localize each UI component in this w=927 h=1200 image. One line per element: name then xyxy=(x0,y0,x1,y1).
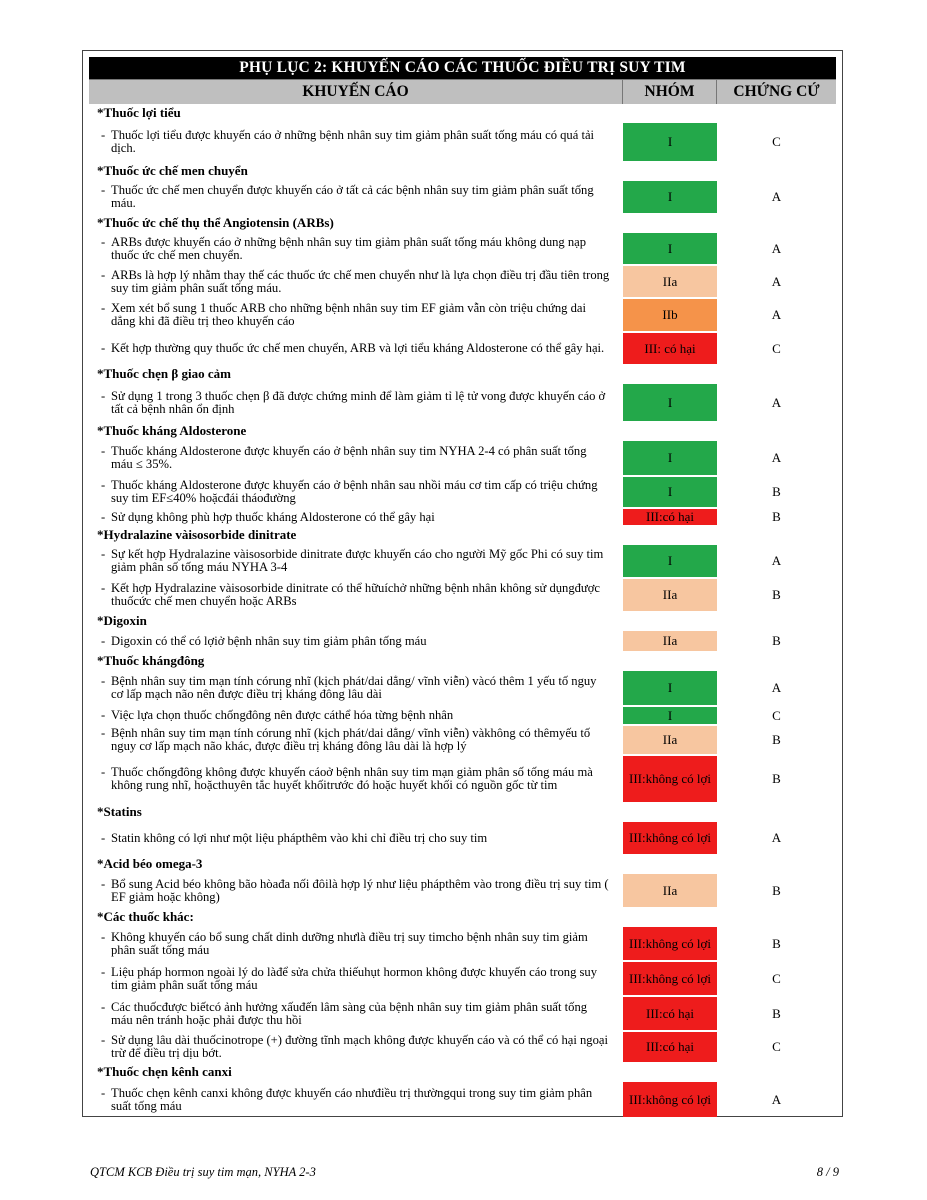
table-row xyxy=(89,180,836,214)
bullet-dash: - xyxy=(101,999,106,1014)
recommendation-body: Việc lựa chọn thuốc chốngđông nên được cáthể hóa từng bệnh nhân xyxy=(111,708,454,722)
group-label: IIa xyxy=(662,882,678,898)
recommendation-text xyxy=(89,1087,623,1113)
table-title: PHỤ LỤC 2: KHUYẾN CÁO CÁC THUỐC ĐIỀU TRỊ SUY TIM xyxy=(89,57,836,79)
group-cell xyxy=(623,441,717,475)
recommendation-text xyxy=(89,1001,623,1027)
bullet-dash: - xyxy=(101,581,106,595)
recommendation-body: Bổ sung Acid béo không bão hòađa nối đôilà hợp lý như liệu phápthêm vào trong điều trị suy tim ( EF giảm hoặc không) xyxy=(111,876,609,904)
table-row xyxy=(89,440,836,476)
evidence-cell: C xyxy=(772,970,781,986)
recommendation-body: Thuốc kháng Aldosterone được khuyến cáo ở bệnh nhân sau nhồi máu cơ tim cấp có triệu chứng suy tim EF≤40% hoặcđái tháođường xyxy=(111,478,598,505)
group-cell xyxy=(623,333,717,364)
recommendation-text xyxy=(89,727,623,753)
evidence-cell: B xyxy=(772,509,781,524)
header-group: NHÓM xyxy=(623,80,717,104)
table-row xyxy=(89,476,836,508)
evidence-cell: A xyxy=(771,830,782,845)
table-row xyxy=(89,508,836,526)
recommendation-body: ARBs được khuyến cáo ở những bệnh nhân suy tim giảm phân suất tống máu không dung nạp thuốc ức chế men chuyển. xyxy=(111,234,587,262)
table-row xyxy=(89,996,836,1031)
section-heading: *Thuốc ức chế thụ thể Angiotensin (ARBs) xyxy=(97,215,334,230)
bullet-dash: - xyxy=(101,674,106,688)
group-cell xyxy=(623,822,717,854)
recommendation-text xyxy=(89,878,623,904)
recommendation-text xyxy=(89,582,623,608)
group-cell xyxy=(623,756,717,802)
recommendation-text xyxy=(89,966,623,992)
group-cell xyxy=(623,299,717,331)
group-label: I xyxy=(667,189,673,204)
recommendation-body: Sự kết hợp Hydralazine vàisosorbide dinitrate được khuyến cáo cho người Mỹ gốc Phi có suy tim giảm phân số tống máu NYHA 3-4 xyxy=(111,547,604,574)
evidence-cell: C xyxy=(772,134,781,149)
group-cell xyxy=(623,509,717,525)
bullet-dash: - xyxy=(101,183,106,197)
header-evidence: CHỨNG CỨ xyxy=(733,83,820,100)
recommendation-body: Bệnh nhân suy tim mạn tính córung nhĩ (kịch phát/dai dẳng/ vĩnh viễn) vàkhông có thêmyếu tố nguy cơ lấp mạch não khác, được điều trị kháng đông lâu dài là hợp lý xyxy=(111,726,591,753)
bullet-dash: - xyxy=(101,301,106,315)
recommendation-body: Sử dụng 1 trong 3 thuốc chẹn β đã được chứng minh để làm giảm tỉ lệ tử vong được khuyến cáo ở tất cả bệnh nhân ổn định xyxy=(111,388,606,416)
table-row xyxy=(89,630,836,652)
group-cell xyxy=(623,1032,717,1062)
bullet-dash: - xyxy=(101,964,106,979)
group-label: III:không có lợi xyxy=(629,771,711,786)
footer-document-title: QTCM KCB Điều trị suy tim mạn, NYHA 2-3 xyxy=(90,1165,316,1179)
bullet-dash: - xyxy=(101,765,106,779)
recommendation-text xyxy=(89,390,623,416)
evidence-cell: B xyxy=(772,484,781,499)
group-cell xyxy=(623,927,717,960)
group-label: I xyxy=(667,680,673,695)
group-label: III:có hại xyxy=(645,1005,694,1021)
recommendation-body: Không khuyến cáo bổ sung chất dinh dưỡng nhưlà điều trị suy timcho bệnh nhân suy tim giảm phân suất tống máu xyxy=(111,929,588,957)
recommendation-text xyxy=(89,931,623,957)
table-row xyxy=(89,122,836,162)
group-label: IIa xyxy=(662,633,678,648)
recommendation-text xyxy=(89,479,623,505)
table-row xyxy=(89,755,836,803)
evidence-cell: A xyxy=(771,307,782,322)
table-row xyxy=(89,298,836,332)
recommendation-body: Các thuốcđược biếtcó ảnh hưởng xấuđến lâm sàng của bệnh nhân suy tim giảm phân suất tống máu nên tránh hoặc phải được thu hồi xyxy=(111,999,588,1027)
evidence-cell: C xyxy=(772,707,781,723)
table-row xyxy=(89,873,836,908)
bullet-dash: - xyxy=(101,929,106,944)
table-row xyxy=(89,706,836,725)
group-cell xyxy=(623,181,717,213)
recommendation-body: Sử dụng lâu dài thuốcinotrope (+) đường tĩnh mạch không được khuyến cáo và có thể có hại ngoại trừ để điều trị dịu bớt. xyxy=(111,1033,608,1060)
bullet-dash: - xyxy=(101,478,106,492)
recommendation-text xyxy=(89,766,623,792)
evidence-cell: A xyxy=(771,680,782,695)
group-cell xyxy=(623,631,717,651)
evidence-cell: B xyxy=(772,882,781,898)
recommendation-text xyxy=(89,302,623,328)
group-label: III: có hại xyxy=(644,340,696,356)
evidence-cell: A xyxy=(771,450,782,465)
recommendation-text xyxy=(89,1034,623,1060)
group-cell xyxy=(623,726,717,754)
group-label: I xyxy=(667,484,673,499)
group-cell xyxy=(623,707,717,724)
group-label: IIb xyxy=(662,307,678,322)
recommendation-body: Kết hợp thường quy thuốc ức chế men chuyển, ARB và lợi tiểu kháng Aldosterone có thể gây hại. xyxy=(111,341,605,355)
group-label: III:không có lợi xyxy=(629,935,711,951)
recommendation-text xyxy=(89,184,623,210)
group-label: I xyxy=(667,450,673,465)
recommendation-text xyxy=(89,548,623,574)
recommendation-body: Digoxin có thể có lợiở bệnh nhân suy tim giảm phân tống máu xyxy=(111,633,427,648)
group-cell xyxy=(623,123,717,161)
table-body xyxy=(89,104,836,1118)
group-label: I xyxy=(667,553,673,568)
group-cell xyxy=(623,579,717,611)
bullet-dash: - xyxy=(101,128,106,142)
table-row xyxy=(89,725,836,755)
group-label: I xyxy=(667,240,673,256)
bullet-dash: - xyxy=(101,1033,106,1047)
section-heading: *Các thuốc khác: xyxy=(97,909,194,924)
table-row xyxy=(89,670,836,706)
bullet-dash: - xyxy=(101,830,106,845)
group-cell xyxy=(623,874,717,907)
evidence-cell: A xyxy=(771,189,782,204)
bullet-dash: - xyxy=(101,726,106,740)
table-row xyxy=(89,961,836,996)
recommendation-text xyxy=(89,342,623,355)
recommendation-text xyxy=(89,635,623,648)
recommendation-text xyxy=(89,709,623,722)
section-heading: *Thuốc khángđông xyxy=(97,653,205,668)
group-cell xyxy=(623,545,717,577)
evidence-cell: B xyxy=(772,587,781,602)
group-cell xyxy=(623,266,717,297)
section-heading: *Acid béo omega-3 xyxy=(97,856,203,871)
table-row xyxy=(89,232,836,265)
recommendation-table xyxy=(89,57,836,1118)
bullet-dash: - xyxy=(101,267,106,282)
group-label: IIa xyxy=(662,732,678,747)
evidence-cell: B xyxy=(772,771,781,786)
recommendation-body: Xem xét bổ sung 1 thuốc ARB cho những bệnh nhân suy tim EF giảm vẫn còn triệu chứng dai dẳng khi đã điều trị theo khuyến cáo xyxy=(111,301,587,328)
page-footer xyxy=(90,1165,839,1180)
section-heading: *Thuốc ức chế men chuyển xyxy=(97,163,248,178)
footer-page-number: 8 / 9 xyxy=(816,1165,839,1179)
recommendation-text xyxy=(89,269,623,295)
table-row xyxy=(89,332,836,365)
evidence-cell: B xyxy=(772,732,781,747)
recommendation-body: Thuốc ức chế men chuyển được khuyến cáo ở tất cả các bệnh nhân suy tim giảm phân suất tống máu. xyxy=(111,183,594,210)
recommendation-body: Thuốc lợi tiểu được khuyến cáo ở những bệnh nhân suy tim giảm phân suất tống máu có quá tải dịch. xyxy=(111,128,595,155)
section-heading: *Thuốc chẹn β giao cảm xyxy=(97,366,231,381)
bullet-dash: - xyxy=(101,633,106,648)
bullet-dash: - xyxy=(101,547,106,561)
recommendation-body: Bệnh nhân suy tim mạn tính córung nhĩ (kịch phát/dai dẳng/ vĩnh viễn) vàcó thêm 1 yếu tố nguy cơ lấp mạch não nên được điều trị kháng đông lâu dài xyxy=(111,674,597,701)
evidence-cell: C xyxy=(772,1039,781,1054)
group-label: III:có hại xyxy=(645,509,694,524)
evidence-cell: A xyxy=(771,240,782,256)
evidence-cell: A xyxy=(771,1091,782,1107)
recommendation-text xyxy=(89,129,623,155)
table-row xyxy=(89,1081,836,1118)
bullet-dash: - xyxy=(101,388,106,403)
recommendation-text xyxy=(89,832,623,845)
evidence-cell: A xyxy=(771,553,782,568)
table-row xyxy=(89,926,836,961)
group-label: I xyxy=(667,134,673,149)
evidence-cell: B xyxy=(772,1005,781,1021)
table-row xyxy=(89,265,836,298)
recommendation-body: Kết hợp Hydralazine vàisosorbide dinitrate có thể hữuíchở những bệnh nhân không sử dụngđược thuốcức chế men chuyển hoặc ARBs xyxy=(111,581,601,608)
recommendation-text xyxy=(89,511,623,524)
group-cell xyxy=(623,962,717,995)
group-label: I xyxy=(667,707,673,723)
group-label: IIa xyxy=(662,273,678,289)
bullet-dash: - xyxy=(101,234,106,249)
section-heading: *Digoxin xyxy=(97,613,147,628)
table-row xyxy=(89,821,836,855)
group-cell xyxy=(623,671,717,705)
recommendation-body: Liệu pháp hormon ngoài lý do làđể sửa chửa thiếuhụt hormon không được khuyến cáo trong suy tim giảm phân suất tống máu xyxy=(111,964,598,992)
group-label: III:có hại xyxy=(645,1039,694,1054)
group-cell xyxy=(623,384,717,421)
group-cell xyxy=(623,997,717,1030)
evidence-cell: C xyxy=(772,340,781,356)
table-row xyxy=(89,1031,836,1063)
recommendation-body: Sử dụng không phù hợp thuốc kháng Aldosterone có thể gây hại xyxy=(111,509,435,524)
section-heading: *Hydralazine vàisosorbide dinitrate xyxy=(97,527,297,542)
bullet-dash: - xyxy=(101,876,106,891)
recommendation-text xyxy=(89,236,623,262)
group-label: III:không có lợi xyxy=(629,830,711,845)
section-heading: *Thuốc chẹn kênh canxi xyxy=(97,1064,232,1079)
evidence-cell: A xyxy=(771,273,782,289)
recommendation-body: ARBs là hợp lý nhằm thay thế các thuốc ức chế men chuyển như là lựa chọn điều trị đầu tiên trong suy tim giảm phân suất tống máu. xyxy=(111,267,610,295)
table-row xyxy=(89,383,836,422)
recommendation-text xyxy=(89,445,623,471)
group-label: III:không có lợi xyxy=(629,1091,711,1107)
recommendation-body: Thuốc chốngđông không được khuyến cáoở bệnh nhân suy tim mạn giảm phân số tống máu mà không rung nhĩ, hoặcthuyên tắc huyết khốitrước đó hoặc huyết khối có nguồn gốc từ tim xyxy=(111,765,593,792)
recommendation-body: Thuốc kháng Aldosterone được khuyến cáo ở bệnh nhân suy tim NYHA 2-4 có phân suất tống máu ≤ 35%. xyxy=(111,444,587,471)
group-cell xyxy=(623,1082,717,1117)
bullet-dash: - xyxy=(101,708,106,722)
table-header xyxy=(89,79,836,104)
recommendation-text xyxy=(89,675,623,701)
section-heading: *Thuốc lợi tiểu xyxy=(97,105,181,120)
group-cell xyxy=(623,477,717,507)
recommendation-body: Thuốc chẹn kênh canxi không được khuyến cáo nhưđiều trị thườngqui trong suy tim giảm phân suất tống máu xyxy=(111,1085,593,1113)
bullet-dash: - xyxy=(101,509,106,524)
header-recommendation: KHUYẾN CÁO xyxy=(89,80,623,104)
group-label: IIa xyxy=(662,587,678,602)
table-row xyxy=(89,578,836,612)
group-cell xyxy=(623,233,717,264)
evidence-cell: A xyxy=(771,394,782,410)
evidence-cell: B xyxy=(772,633,781,648)
section-heading: *Statins xyxy=(97,804,142,819)
bullet-dash: - xyxy=(101,341,106,355)
section-heading: *Thuốc kháng Aldosterone xyxy=(97,423,247,438)
group-label: I xyxy=(667,394,673,410)
table-row xyxy=(89,544,836,578)
recommendation-body: Statin không có lợi như một liệu phápthêm vào khi chỉ điều trị cho suy tim xyxy=(111,830,488,845)
bullet-dash: - xyxy=(101,444,106,458)
bullet-dash: - xyxy=(101,1085,106,1100)
evidence-cell: B xyxy=(772,935,781,951)
group-label: III:không có lợi xyxy=(629,970,711,986)
